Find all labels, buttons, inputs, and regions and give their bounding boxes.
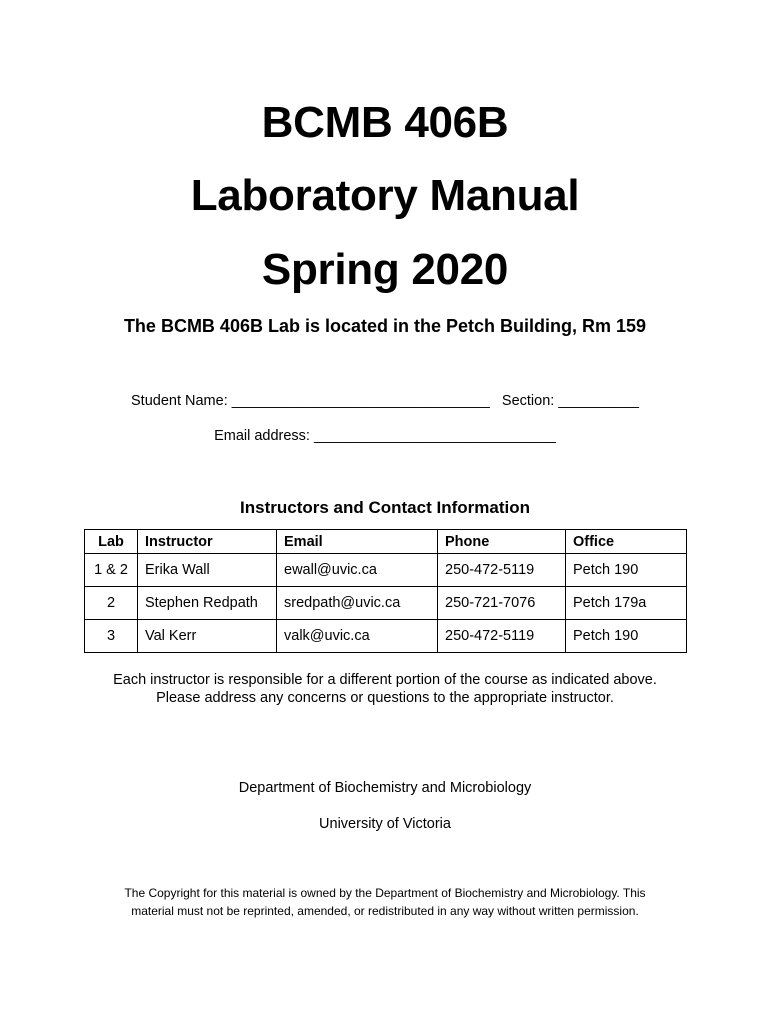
cell-instructor: Stephen Redpath: [138, 587, 277, 620]
cell-instructor: Val Kerr: [138, 620, 277, 653]
cell-office: Petch 179a: [566, 587, 687, 620]
copyright-line: The Copyright for this material is owned by the Department of Biochemistry and Microbiology. This: [124, 886, 646, 900]
cell-phone: 250-472-5119: [438, 554, 566, 587]
cell-office: Petch 190: [566, 620, 687, 653]
copyright-line: material must not be reprinted, amended, or redistributed in any way without written permission.: [131, 904, 639, 918]
table-row: [85, 587, 687, 620]
cell-email: valk@uvic.ca: [277, 620, 438, 653]
title-course-code: BCMB 406B: [261, 98, 509, 147]
student-name-field: Student Name: ________________________________: [131, 393, 490, 409]
instructors-heading: Instructors and Contact Information: [240, 498, 530, 517]
cell-lab: 1 & 2: [85, 554, 138, 587]
cell-instructor: Erika Wall: [138, 554, 277, 587]
column-header-email: Email: [277, 530, 438, 554]
column-header-lab: Lab: [85, 530, 138, 554]
column-header-office: Office: [566, 530, 687, 554]
email-address-field: Email address: ______________________________: [214, 428, 556, 444]
instructors-table: [84, 529, 687, 653]
title-term: Spring 2020: [261, 245, 509, 294]
cell-email: ewall@uvic.ca: [277, 554, 438, 587]
cell-office: Petch 190: [566, 554, 687, 587]
column-header-phone: Phone: [438, 530, 566, 554]
column-header-instructor: Instructor: [138, 530, 277, 554]
copyright-notice: [0, 884, 770, 920]
email-row: [0, 426, 770, 446]
instructor-note-line: Each instructor is responsible for a different portion of the course as indicated above.: [113, 672, 657, 688]
cell-phone: 250-721-7076: [438, 587, 566, 620]
cell-email: sredpath@uvic.ca: [277, 587, 438, 620]
cell-phone: 250-472-5119: [438, 620, 566, 653]
title-manual: Laboratory Manual: [190, 171, 580, 220]
department-name: Department of Biochemistry and Microbiology: [238, 780, 532, 796]
table-header-row: [85, 530, 687, 554]
instructor-note-line: Please address any concerns or questions to the appropriate instructor.: [156, 690, 614, 706]
table-row: [85, 554, 687, 587]
lab-location: The BCMB 406B Lab is located in the Petch Building, Rm 159: [123, 316, 647, 336]
student-info-row: [0, 391, 770, 411]
table-row: [85, 620, 687, 653]
section-field: Section: __________: [501, 393, 639, 409]
cell-lab: 2: [85, 587, 138, 620]
instructor-note: [0, 671, 770, 707]
university-name: University of Victoria: [319, 816, 451, 832]
cell-lab: 3: [85, 620, 138, 653]
